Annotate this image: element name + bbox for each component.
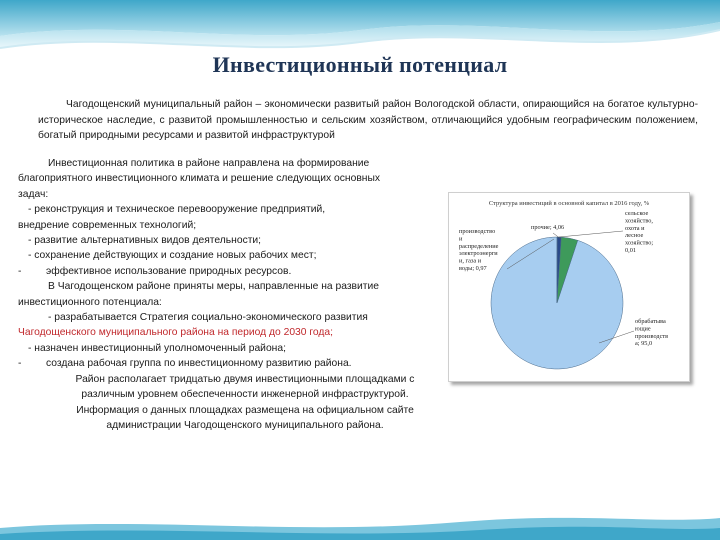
closing-line: администрации Чагодощенского муниципального района. bbox=[106, 420, 384, 432]
pie-label-other: прочие; 4,06 bbox=[531, 224, 565, 231]
policy-text-block bbox=[18, 156, 450, 372]
policy-line: эффективное использование природных ресурсов. bbox=[46, 265, 292, 277]
closing-line: различным уровнем обеспеченности инженерной инфраструктурой. bbox=[81, 389, 409, 401]
pie-label-energy: производство и распределение электроэнерги и, газа и воды; 0,97 bbox=[459, 228, 499, 272]
pie-chart-svg bbox=[449, 193, 689, 381]
policy-line: внедрение современных технологий; bbox=[18, 219, 197, 231]
policy-line: задач: bbox=[18, 188, 49, 200]
chart-title: Структура инвестиций в основной капитал в 2016 году, % bbox=[488, 200, 650, 207]
bottom-wave-decoration bbox=[0, 510, 720, 540]
policy-line: В Чагодощенском районе приняты меры, направленные на развитие bbox=[48, 281, 379, 293]
policy-measure-item: - назначен инвестиционный уполномоченный района; bbox=[28, 342, 286, 354]
intro-paragraph: Чагодощенский муниципальный район – экономически развитый район Вологодской области, опирающийся на богатое культурно-историческое наследие, с развитой промышленностью и сельским хозяйством, отличающийся удобным географическим положением, богатый природными ресурсами и развитой инфраструктурой bbox=[38, 99, 698, 141]
policy-task-item: - реконструкция и техническое перевооружение предприятий, bbox=[28, 204, 326, 216]
pie-label-agriculture: сельское хозяйство, охота и лесное хозяйство; 0,01 bbox=[625, 210, 654, 254]
investment-pie-chart bbox=[448, 192, 690, 382]
policy-task-item: - сохранение действующих и создание новых рабочих мест; bbox=[28, 250, 317, 262]
dash-marker: - bbox=[18, 265, 22, 277]
policy-measure-item bbox=[18, 356, 450, 371]
closing-paragraph bbox=[30, 372, 460, 434]
policy-line: создана рабочая группа по инвестиционному развитию района. bbox=[46, 358, 352, 370]
policy-line-highlight: Чагодощенского муниципального района на период до 2030 года; bbox=[18, 327, 333, 339]
policy-line: инвестиционного потенциала: bbox=[18, 296, 162, 308]
policy-task-item bbox=[18, 264, 450, 279]
closing-line: Информация о данных площадках размещена на официальном сайте bbox=[76, 404, 414, 416]
closing-line: Район располагает тридцатью двумя инвестиционными площадками с bbox=[75, 374, 415, 385]
policy-line: благоприятного инвестиционного климата и решение следующих основных bbox=[18, 173, 381, 185]
policy-measure-item: - разрабатывается Стратегия социально-экономического развития bbox=[48, 312, 368, 324]
slide-title: Инвестиционный потенциал bbox=[212, 52, 508, 77]
policy-task-item: - развитие альтернативных видов деятельности; bbox=[28, 235, 262, 247]
policy-line: Инвестиционная политика в районе направлена на формирование bbox=[48, 158, 370, 169]
dash-marker: - bbox=[18, 358, 22, 370]
pie-leader-line bbox=[559, 231, 623, 237]
pie-label-manufacturing: обрабатыва ющие производств а; 95,0 bbox=[635, 318, 669, 348]
